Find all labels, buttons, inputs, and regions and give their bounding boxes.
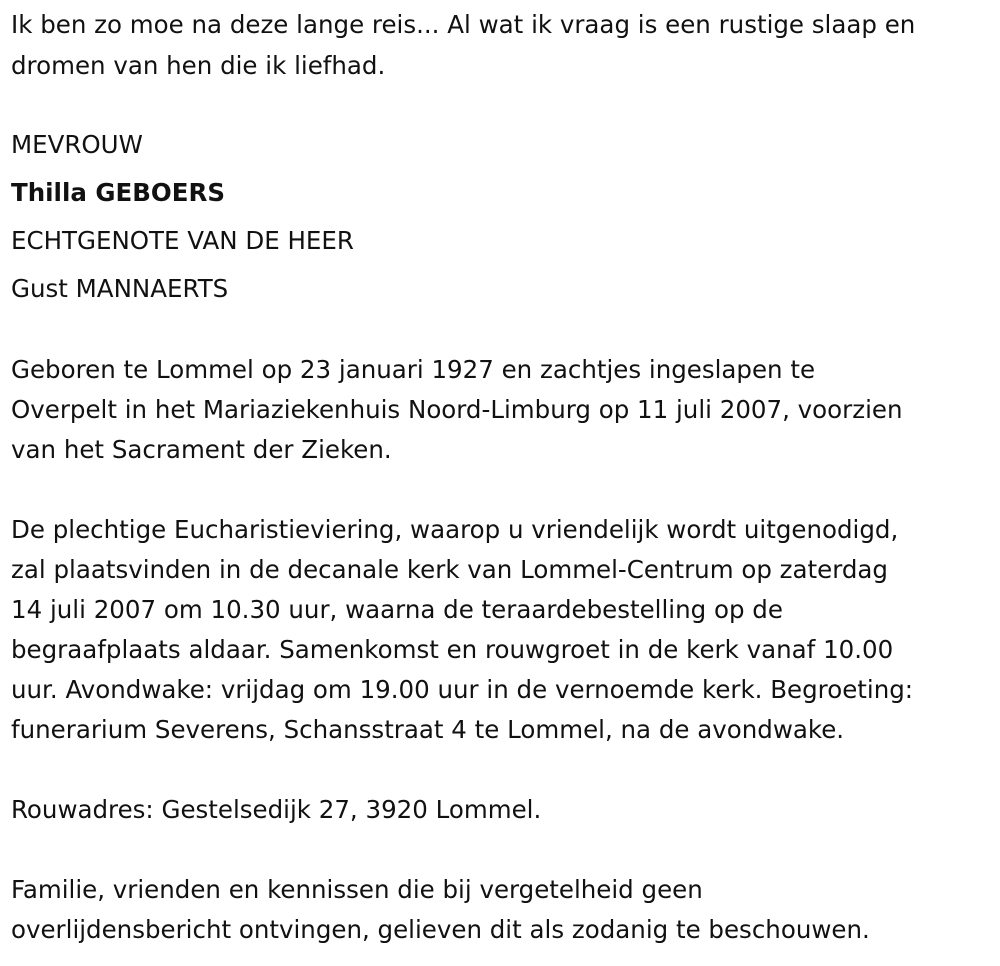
- closing-line-1: Familie, vrienden en kennissen die bij vergetelheid geen: [11, 875, 703, 904]
- ceremony-line-5: uur. Avondwake: vrijdag om 19.00 uur in de vernoemde kerk. Begroeting:: [11, 675, 914, 704]
- intro-line-2: dromen van hen die ik liefhad.: [11, 51, 386, 80]
- title-label: MEVROUW: [11, 130, 143, 159]
- ceremony-line-3: 14 juli 2007 om 10.30 uur, waarna de teraardebestelling op de: [11, 595, 783, 624]
- birth-death-line-3: van het Sacrament der Zieken.: [11, 435, 392, 464]
- ceremony-line-1: De plechtige Eucharistieviering, waarop u vriendelijk wordt uitgenodigd,: [11, 515, 899, 544]
- ceremony-line-6: funerarium Severens, Schansstraat 4 te Lommel, na de avondwake.: [11, 715, 845, 744]
- ceremony-line-4: begraafplaats aldaar. Samenkomst en rouwgroet in de kerk vanaf 10.00: [11, 635, 894, 664]
- spouse-name: Gust MANNAERTS: [11, 274, 229, 303]
- deceased-name: Thilla GEBOERS: [11, 178, 226, 207]
- ceremony-line-2: zal plaatsvinden in de decanale kerk van Lommel-Centrum op zaterdag: [11, 555, 888, 584]
- relation-label: ECHTGENOTE VAN DE HEER: [11, 226, 354, 255]
- birth-death-line-1: Geboren te Lommel op 23 januari 1927 en zachtjes ingeslapen te: [11, 355, 816, 384]
- closing-line-2: overlijdensbericht ontvingen, gelieven dit als zodanig te beschouwen.: [11, 915, 870, 944]
- birth-death-line-2: Overpelt in het Mariaziekenhuis Noord-Limburg op 11 juli 2007, voorzien: [11, 395, 903, 424]
- mourning-address: Rouwadres: Gestelsedijk 27, 3920 Lommel.: [11, 795, 542, 824]
- intro-line-1: Ik ben zo moe na deze lange reis... Al wat ik vraag is een rustige slaap en: [11, 10, 916, 39]
